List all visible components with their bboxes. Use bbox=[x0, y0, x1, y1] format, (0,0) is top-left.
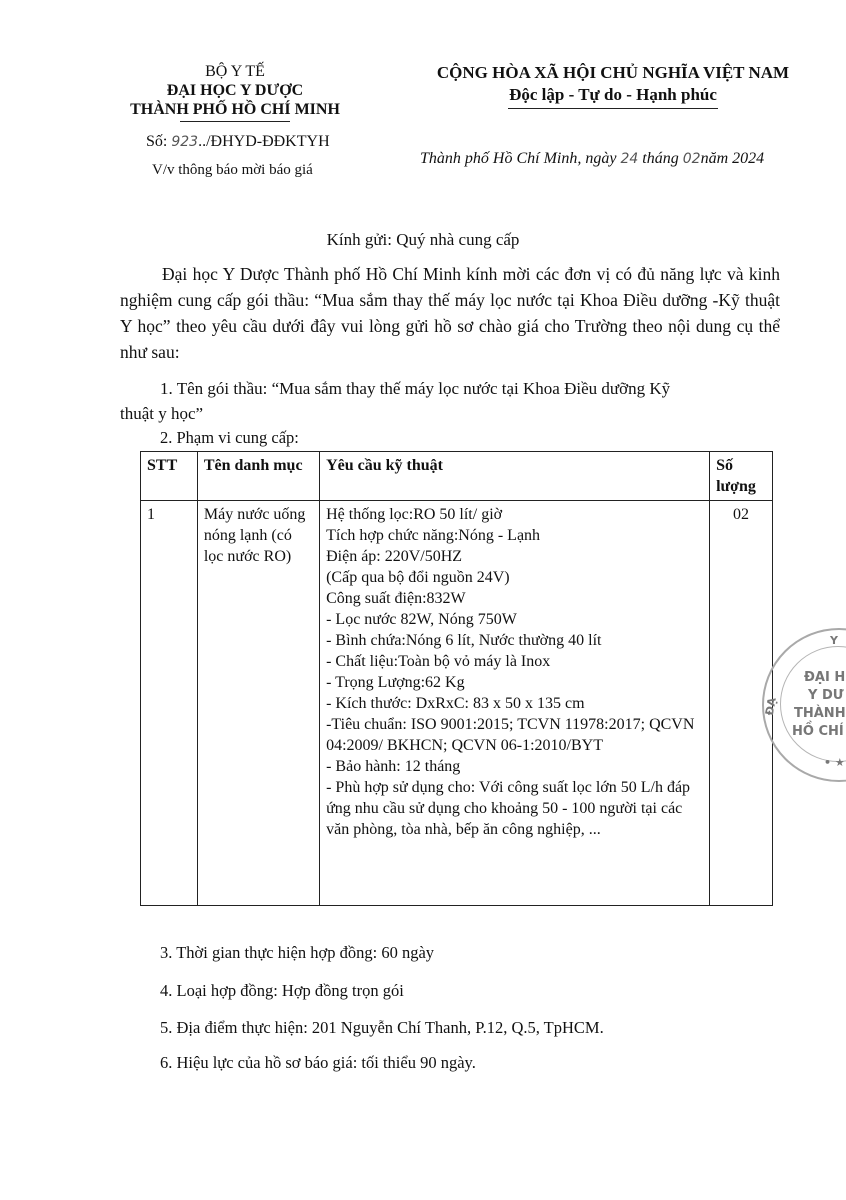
spec-line: -Tiêu chuẩn: ISO 9001:2015; TCVN 11978:2017; QCVN 04:2009/ BKHCN; QCVN 06-1:2010/BYT bbox=[326, 716, 695, 754]
header-qty: Số lượng bbox=[710, 452, 773, 501]
item-3: 3. Thời gian thực hiện hợp đồng: 60 ngày bbox=[160, 943, 435, 962]
stamp-line1: ĐẠI H bbox=[804, 670, 846, 685]
date-month: 02 bbox=[682, 151, 701, 167]
document-number bbox=[146, 133, 330, 151]
item-6: 6. Hiệu lực của hồ sơ báo giá: tối thiểu 90 ngày. bbox=[160, 1053, 476, 1072]
cell-stt: 1 bbox=[141, 501, 198, 906]
spec-line: - Lọc nước 82W, Nóng 750W bbox=[326, 611, 517, 628]
number-handwritten: 923 bbox=[171, 134, 199, 150]
university-name-line1: ĐẠI HỌC Y DƯỢC bbox=[166, 82, 304, 99]
intro-paragraph bbox=[120, 261, 780, 365]
header-name: Tên danh mục bbox=[197, 452, 319, 501]
header-spec: Yêu cầu kỹ thuật bbox=[320, 452, 710, 501]
supply-table bbox=[140, 451, 773, 906]
cell-qty: 02 bbox=[710, 501, 773, 906]
spec-line: - Trọng Lượng:62 Kg bbox=[326, 674, 465, 691]
date-prefix: Thành phố Hồ Chí Minh, ngày bbox=[420, 150, 617, 167]
cell-spec bbox=[320, 501, 710, 906]
spec-line: - Chất liệu:Toàn bộ vỏ máy là Inox bbox=[326, 653, 551, 670]
stamp-star-icon: • ★ bbox=[824, 756, 845, 769]
item-5: 5. Địa điểm thực hiện: 201 Nguyễn Chí Thanh, P.12, Q.5, TpHCM. bbox=[160, 1018, 604, 1037]
spec-line: Điện áp: 220V/50HZ bbox=[326, 548, 463, 565]
number-label: Số: bbox=[146, 133, 168, 150]
university-name-line2: THÀNH PHỐ HỒ CHÍ MINH bbox=[130, 101, 340, 118]
spec-line: Công suất điện:832W bbox=[326, 590, 466, 607]
item-1-line1: 1. Tên gói thầu: “Mua sắm thay thế máy lọc nước tại Khoa Điều dưỡng Kỹ bbox=[160, 379, 671, 398]
stamp-inner-ring bbox=[780, 646, 846, 762]
stamp-side-text: ĐẠ bbox=[762, 696, 779, 717]
subject-line: V/v thông báo mời báo giá bbox=[152, 162, 313, 178]
salutation: Kính gửi: Quý nhà cung cấp bbox=[326, 230, 520, 249]
header-underline-left bbox=[180, 121, 290, 122]
stamp-top-letter: Y bbox=[830, 634, 838, 647]
ministry-name: BỘ Y TẾ bbox=[205, 63, 265, 80]
spec-line: Hệ thống lọc:RO 50 lít/ giờ bbox=[326, 506, 503, 523]
country-name: CỘNG HÒA XÃ HỘI CHỦ NGHĨA VIỆT NAM bbox=[436, 63, 790, 82]
date-year: năm 2024 bbox=[700, 150, 765, 167]
table-header-row bbox=[141, 452, 773, 501]
spec-line: - Phù hợp sử dụng cho: Với công suất lọc lớn 50 L/h đáp ứng nhu cầu sử dụng cho khoảng 50 - 100 người tại các văn phòng, tòa nhà, bếp ăn công nghiệp, ... bbox=[326, 779, 691, 838]
issuer-block bbox=[120, 62, 350, 122]
item-2: 2. Phạm vi cung cấp: bbox=[160, 428, 299, 447]
spec-line: - Bảo hành: 12 tháng bbox=[326, 758, 461, 775]
spec-line: - Kích thước: DxRxC: 83 x 50 x 135 cm bbox=[326, 695, 585, 712]
header-stt: STT bbox=[141, 452, 198, 501]
item-1-cont bbox=[120, 401, 780, 427]
date-line bbox=[420, 150, 764, 168]
date-day: 24 bbox=[620, 151, 639, 167]
item-4: 4. Loại hợp đồng: Hợp đồng trọn gói bbox=[160, 981, 404, 1000]
stamp-line2: Y DƯ bbox=[808, 688, 844, 703]
intro-text: Đại học Y Dược Thành phố Hồ Chí Minh kính mời các đơn vị có đủ năng lực và kinh nghiệm cung cấp gói thầu: “Mua sắm thay thế máy lọc nước tại Khoa Điều dưỡng -Kỹ thuật Y học” theo yêu cầu dưới đây vui lòng gửi hồ sơ chào giá cho Trường theo nội dung cụ thể như sau: bbox=[120, 264, 780, 362]
table-row bbox=[141, 501, 773, 906]
item-1-line2: thuật y học” bbox=[120, 404, 204, 423]
header-underline-right bbox=[508, 108, 718, 109]
cell-name: Máy nước uống nóng lạnh (có lọc nước RO) bbox=[197, 501, 319, 906]
stamp-line4: HỒ CHÍ bbox=[792, 724, 844, 739]
spec-line: (Cấp qua bộ đổi nguồn 24V) bbox=[326, 569, 510, 586]
number-suffix: ../ĐHYD-ĐĐKTYH bbox=[198, 133, 330, 150]
official-stamp bbox=[762, 628, 846, 782]
spec-line: Tích hợp chức năng:Nóng - Lạnh bbox=[326, 527, 541, 544]
national-header bbox=[418, 62, 808, 109]
stamp-line3: THÀNH bbox=[794, 706, 846, 721]
item-1 bbox=[160, 376, 780, 402]
spec-line: - Bình chứa:Nóng 6 lít, Nước thường 40 lít bbox=[326, 632, 602, 649]
national-motto: Độc lập - Tự do - Hạnh phúc bbox=[509, 85, 717, 104]
date-month-label: tháng bbox=[642, 150, 679, 167]
